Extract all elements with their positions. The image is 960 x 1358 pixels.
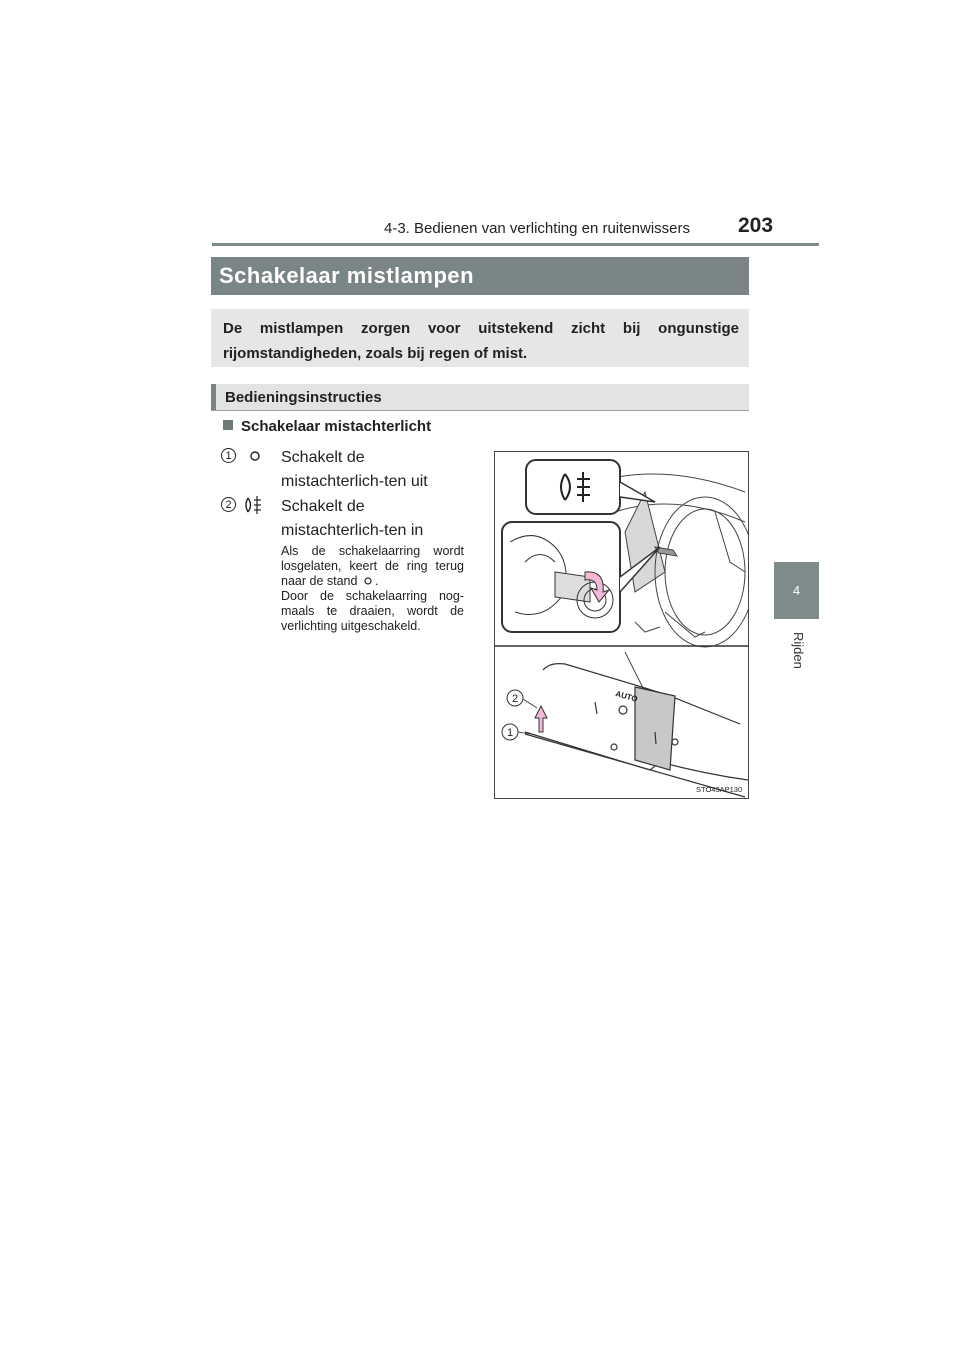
subheading (223, 418, 431, 435)
square-bullet-icon (223, 420, 233, 430)
intro-text: De mistlampen zorgen voor uitstekend zicht bij ongunstige rijomstandigheden, zoals bij regen of mist. (223, 320, 739, 362)
chapter-heading: 4-3. Bedienen van verlichting en ruitenwissers (384, 220, 690, 237)
item-number-2: 2 (221, 497, 236, 512)
illustration (494, 451, 749, 799)
chapter-tab-label: Rijden (791, 632, 806, 669)
note-text (281, 544, 464, 634)
fog-switch-illustration (495, 452, 748, 798)
callout-1: 1 (506, 727, 514, 739)
item-text-1: Schakelt de mistachterlich-ten uit (281, 449, 428, 490)
chapter-tab-number: 4 (792, 583, 801, 598)
page-title (211, 257, 749, 295)
page-number: 203 (738, 214, 774, 237)
auto-label: AUTO (614, 689, 639, 704)
figure-code: STO43AP130 (696, 785, 743, 794)
intro-box (211, 309, 749, 367)
off-circle-inline-icon (363, 576, 373, 586)
note-part-3: Door de schakelaarring nog-maals te draaien, wordt de verlichting uitgeschakeld. (281, 589, 464, 633)
section-heading (211, 384, 749, 411)
header-rule (212, 243, 819, 246)
rear-fog-light-icon (244, 494, 268, 516)
page-title-text: Schakelaar mistlampen (219, 263, 475, 288)
chapter-tab[interactable] (774, 562, 819, 619)
section-underline (211, 410, 749, 411)
item-text-2: Schakelt de mistachterlich-ten in (281, 498, 424, 539)
section-heading-text: Bedieningsinstructies (225, 389, 382, 406)
note-part-2: . (374, 574, 379, 588)
callout-2: 2 (511, 693, 519, 705)
item-number-1: 1 (221, 448, 236, 463)
note-part-1: Als de schakelaarring wordt losgelaten, keert de ring terug naar de stand (281, 544, 464, 588)
subheading-text: Schakelaar mistachterlicht (241, 418, 432, 435)
off-circle-icon (248, 449, 262, 463)
